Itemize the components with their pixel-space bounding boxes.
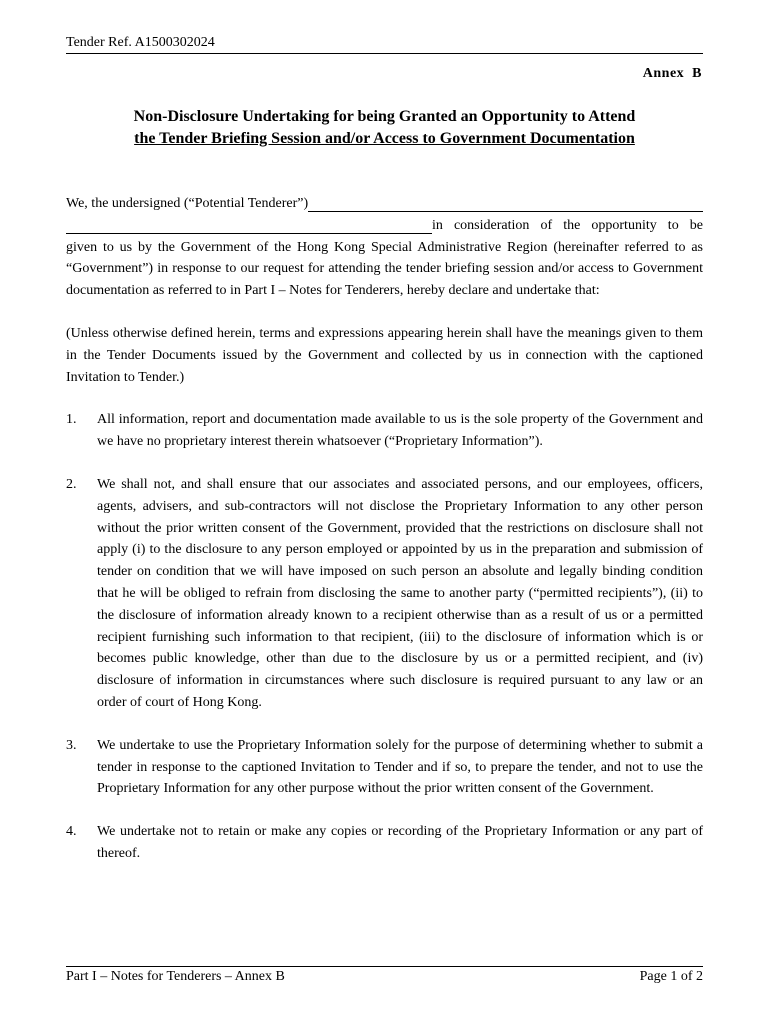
intro-rest: given to us by the Government of the Hong Kong Special Administrative Region (hereinafter referred to as “Government”) in response to our request for attending the tender briefing session and/or access to Government documentation as referred to in Part I – Notes for Tenderers, hereby declare and undertake that:: [66, 239, 703, 299]
clause-1: [66, 409, 703, 453]
clause-number: 4.: [66, 824, 77, 840]
clause-number: 3.: [66, 737, 77, 753]
intro-line-2: [66, 215, 703, 237]
interpretation-paragraph: (Unless otherwise defined herein, terms and expressions appearing herein shall have the meanings given to them in the Tender Documents issued by the Government and collected by us in connection with the captioned Invitation to Tender.): [66, 325, 703, 385]
page-footer: [66, 966, 703, 986]
tenderer-name-blank[interactable]: [308, 197, 703, 212]
annex-label: Annex B: [642, 66, 702, 81]
title-line-2: the Tender Briefing Session and/or Access to Government Documentation: [134, 130, 635, 147]
intro-prefix: We, the undersigned (“Potential Tenderer”): [66, 196, 309, 211]
clause-text: We undertake not to retain or make any copies or recording of the Proprietary Information or any part of thereof.: [97, 824, 703, 861]
page-header: [66, 34, 703, 54]
title-line-1: Non-Disclosure Undertaking for being Granted an Opportunity to Attend: [133, 108, 636, 125]
document-body: [66, 193, 703, 886]
clause-4: [66, 821, 703, 865]
clause-text: We undertake to use the Proprietary Information solely for the purpose of determining whether to submit a tender in response to the captioned Invitation to Tender and if so, to prepare the tender, and not to use the Proprietary Information for any other purpose without the prior written consent of the Government.: [97, 737, 703, 797]
footer-section: Part I – Notes for Tenderers – Annex B: [66, 969, 285, 984]
clause-text: We shall not, and shall ensure that our associates and associated persons, and our employees, officers, agents, advisers, and sub-contractors will not disclose the Proprietary Information to any other person without the prior written consent of the Government, provided that the restrictions on disclosure shall not apply (i) to the disclosure to any person employed or appointed by us in the preparation and submission of tender on condition that we will have imposed on such person an absolute and legally binding condition that he will be obliged to refrain from disclosing the same to another party (“permitted recipients”), (ii) to the disclosure of information already known to a recipient otherwise than as a result of us or a permitted recipient furnishing such information to that recipient, (iii) to the disclosure of information which is or becomes public knowledge, other than due to the disclosure by us or a permitted recipient, and (iv) disclosure of information in circumstances where such disclosure is required pursuant to any law or an order of court of Hong Kong.: [97, 476, 703, 710]
clause-3: [66, 735, 703, 800]
clause-2: [66, 474, 703, 714]
clause-number: 2.: [66, 476, 77, 492]
page-number: Page 1 of 2: [639, 969, 703, 984]
intro-line-2-text: in consideration of the opportunity to be: [432, 217, 703, 233]
clause-text: All information, report and documentation made available to us is the sole property of the Government and we have no proprietary interest therein whatsoever (“Proprietary Information”).: [97, 412, 703, 450]
clause-number: 1.: [66, 412, 77, 428]
tenderer-name-blank-2[interactable]: [66, 219, 432, 234]
document-title: [66, 106, 703, 150]
tender-ref: Tender Ref. A1500302024: [66, 35, 215, 50]
intro-line-1: [66, 193, 703, 215]
intro-paragraph: [66, 193, 703, 302]
